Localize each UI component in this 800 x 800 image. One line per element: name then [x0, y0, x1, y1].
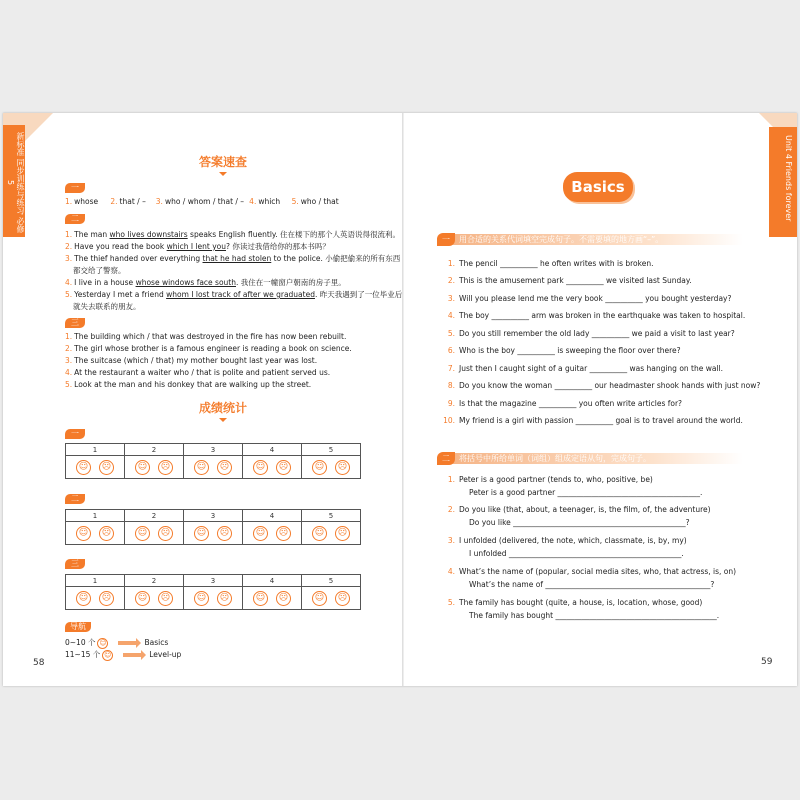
question-item: 8. Do you know the woman __________ our headmaster shook hands with just now?	[447, 381, 761, 390]
question-item: 2. This is the amusement park __________ we visited last Sunday.	[447, 276, 692, 285]
crying-face-icon[interactable]: ☹	[335, 460, 350, 475]
smile-face-icon[interactable]: ☺	[194, 460, 209, 475]
score-cell[interactable]	[302, 522, 361, 545]
smile-face-icon[interactable]: ☺	[135, 460, 150, 475]
answer-blank-line[interactable]: I unfolded ______________________________________________.	[469, 549, 684, 558]
chevron-down-icon	[219, 418, 227, 422]
section-badge-right-2: 二	[437, 452, 455, 465]
answer-row-part1: 1. whose 2. that / – 3. who / whom / that / – 4. which 5. who / that	[65, 197, 339, 206]
nav-badge: 导航	[65, 622, 91, 632]
score-column-header: 1	[66, 575, 125, 587]
answer-blank-line[interactable]: Do you like ______________________________________________?	[469, 518, 690, 527]
crying-face-icon[interactable]: ☹	[217, 591, 232, 606]
question-item: 1. The pencil __________ he often writes with is broken.	[447, 259, 654, 268]
score-cell[interactable]	[125, 522, 184, 545]
smile-face-icon[interactable]: ☺	[253, 526, 268, 541]
answer-line: 4. At the restaurant a waiter who / that is polite and patient served us.	[65, 368, 331, 377]
crying-face-icon[interactable]: ☹	[158, 591, 173, 606]
crying-face-icon[interactable]: ☹	[335, 526, 350, 541]
page-fold	[402, 113, 404, 686]
crying-face-icon[interactable]: ☹	[217, 460, 232, 475]
score-column-header: 4	[243, 510, 302, 522]
nav-range: 0~10 个	[65, 638, 96, 647]
smile-face-icon[interactable]: ☺	[253, 460, 268, 475]
question-item: 3. I unfolded (delivered, the note, which, classmate, is, by, my)	[447, 536, 687, 545]
section2-instruction: 将括号中所给单词（词组）组成定语从句，完成句子。	[459, 454, 651, 463]
score-badge-1: 一	[65, 429, 85, 439]
score-cell[interactable]	[243, 522, 302, 545]
score-table	[65, 574, 361, 610]
nav-target-levelup[interactable]: Level-up	[149, 650, 182, 659]
right-side-tab	[769, 127, 797, 237]
smile-face-icon[interactable]: ☺	[135, 591, 150, 606]
score-cell[interactable]	[302, 587, 361, 610]
question-item: 4. What’s the name of (popular, social media sites, who, that actress, is, on)	[447, 567, 737, 576]
nav-range: 11~15 个	[65, 650, 101, 659]
smile-face-icon[interactable]: ☺	[76, 591, 91, 606]
question-item: 3. Will you please lend me the very book __________ you bought yesterday?	[447, 294, 732, 303]
page-number-right: 59	[761, 657, 773, 667]
smile-face-icon[interactable]: ☺	[76, 526, 91, 541]
answer-line: 5. Yesterday I met a friend whom I lost track of after we graduated. 昨天我遇到了一位毕业后	[65, 290, 403, 299]
page-number-left: 58	[33, 658, 45, 668]
score-column-header: 3	[184, 444, 243, 456]
answer-blank-line[interactable]: Peter is a good partner ______________________________________.	[469, 488, 703, 497]
answer-line: 就失去联系的朋友。	[73, 302, 141, 311]
smile-face-icon[interactable]: ☺	[253, 591, 268, 606]
crying-face-icon[interactable]: ☹	[99, 591, 114, 606]
answers-title	[188, 153, 258, 176]
question-item: 5. The family has bought (quite, a house, is, location, whose, good)	[447, 598, 703, 607]
answer-line: 2. The girl whose brother is a famous engineer is reading a book on science.	[65, 344, 352, 353]
crying-face-icon[interactable]: ☹	[276, 460, 291, 475]
section-badge-1: 一	[65, 183, 85, 193]
question-item: 9. Is that the magazine __________ you often write articles for?	[447, 399, 683, 408]
smile-face-icon[interactable]: ☺	[76, 460, 91, 475]
left-side-tab: 新标准 同步训练与练习 必修 5	[3, 125, 25, 237]
score-cell[interactable]	[243, 456, 302, 479]
smile-face-icon[interactable]: ☺	[135, 526, 150, 541]
score-cell[interactable]	[302, 456, 361, 479]
answer-line: 1. The man who lives downstairs speaks English fluently. 住在楼下的那个人英语说得很流利。	[65, 230, 401, 239]
smile-face-icon: ☺	[99, 638, 107, 647]
score-cell[interactable]	[184, 456, 243, 479]
question-item: 5. Do you still remember the old lady __________ we paid a visit to last year?	[447, 329, 735, 338]
crying-face-icon[interactable]: ☹	[158, 526, 173, 541]
score-column-header: 1	[66, 510, 125, 522]
nav-target-basics[interactable]: Basics	[144, 638, 169, 647]
answer-blank-line[interactable]: The family has bought ___________________________________________.	[469, 611, 720, 620]
score-cell[interactable]	[125, 587, 184, 610]
smile-face-icon[interactable]: ☺	[194, 526, 209, 541]
score-column-header: 4	[243, 575, 302, 587]
right-side-tab-label: Unit 4 Friends forever	[784, 135, 793, 222]
question-item: 4. The boy __________ arm was broken in the earthquake was taken to hospital.	[447, 311, 746, 320]
question-item: 2. Do you like (that, about, a teenager, is, the film, of, the adventure)	[447, 505, 711, 514]
crying-face-icon[interactable]: ☹	[335, 591, 350, 606]
book-spread	[3, 113, 797, 686]
question-item: 10. My friend is a girl with passion __________ goal is to travel around the world.	[443, 416, 743, 425]
score-column-header: 2	[125, 575, 184, 587]
smile-face-icon[interactable]: ☺	[194, 591, 209, 606]
score-cell[interactable]	[184, 587, 243, 610]
crying-face-icon[interactable]: ☹	[158, 460, 173, 475]
answer-line: 5. Look at the man and his donkey that are walking up the street.	[65, 380, 312, 389]
score-table	[65, 443, 361, 479]
crying-face-icon[interactable]: ☹	[99, 526, 114, 541]
smile-face-icon[interactable]: ☺	[312, 526, 327, 541]
score-cell[interactable]	[66, 456, 125, 479]
answer-line: 3. The thief handed over everything that he had stolen to the police. 小偷把偷来的所有东西	[65, 254, 401, 263]
smile-face-icon[interactable]: ☺	[312, 460, 327, 475]
score-table	[65, 509, 361, 545]
answer-line: 1. The building which / that was destroyed in the fire has now been rebuilt.	[65, 332, 347, 341]
score-column-header: 5	[302, 444, 361, 456]
score-column-header: 1	[66, 444, 125, 456]
answers-title-text: 答案速查	[198, 155, 247, 169]
score-badge-2: 二	[65, 494, 85, 504]
question-item: 1. Peter is a good partner (tends to, who, positive, be)	[447, 475, 653, 484]
answer-line: 2. Have you read the book which I lent you? 你读过我借给你的那本书吗？	[65, 242, 330, 251]
crying-face-icon[interactable]: ☹	[217, 526, 232, 541]
chevron-down-icon	[219, 172, 227, 176]
arrow-right-icon	[118, 641, 136, 645]
score-cell[interactable]	[66, 587, 125, 610]
score-title-text: 成绩统计	[198, 401, 247, 415]
score-badge-3: 三	[65, 559, 85, 569]
question-item: 6. Who is the boy __________ is sweeping the floor over there?	[447, 346, 681, 355]
basics-label: Basics	[563, 172, 633, 202]
answer-line: 3. The suitcase (which / that) my mother bought last year was lost.	[65, 356, 318, 365]
score-cell[interactable]	[184, 522, 243, 545]
score-column-header: 3	[184, 575, 243, 587]
smile-face-icon[interactable]: ☺	[312, 591, 327, 606]
crying-face-icon[interactable]: ☹	[99, 460, 114, 475]
section-badge-2: 二	[65, 214, 85, 224]
answer-blank-line[interactable]: What’s the name of ____________________________________________?	[469, 580, 715, 589]
question-item: 7. Just then I caught sight of a guitar __________ was hanging on the wall.	[447, 364, 724, 373]
score-column-header: 2	[125, 444, 184, 456]
nav-row-basics[interactable]	[65, 637, 168, 649]
section1-instruction: 用合适的关系代词填空完成句子。不需要填的地方画“–”。	[459, 235, 664, 244]
crying-face-icon[interactable]: ☹	[276, 591, 291, 606]
score-column-header: 2	[125, 510, 184, 522]
arrow-right-icon	[123, 653, 141, 657]
nav-row-levelup[interactable]	[65, 649, 181, 661]
score-column-header: 3	[184, 510, 243, 522]
score-cell[interactable]	[125, 456, 184, 479]
section-badge-3: 三	[65, 318, 85, 328]
score-column-header: 5	[302, 510, 361, 522]
crying-face-icon[interactable]: ☹	[276, 526, 291, 541]
score-cell[interactable]	[66, 522, 125, 545]
section-badge-right-1: 一	[437, 233, 455, 246]
score-cell[interactable]	[243, 587, 302, 610]
score-title	[183, 399, 263, 422]
answer-line: 4. I live in a house whose windows face south. 我住在一幢窗户朝南的房子里。	[65, 278, 346, 287]
smile-face-icon: ☺	[104, 650, 112, 659]
score-column-header: 4	[243, 444, 302, 456]
answer-line: 都交给了警察。	[73, 266, 126, 275]
score-column-header: 5	[302, 575, 361, 587]
